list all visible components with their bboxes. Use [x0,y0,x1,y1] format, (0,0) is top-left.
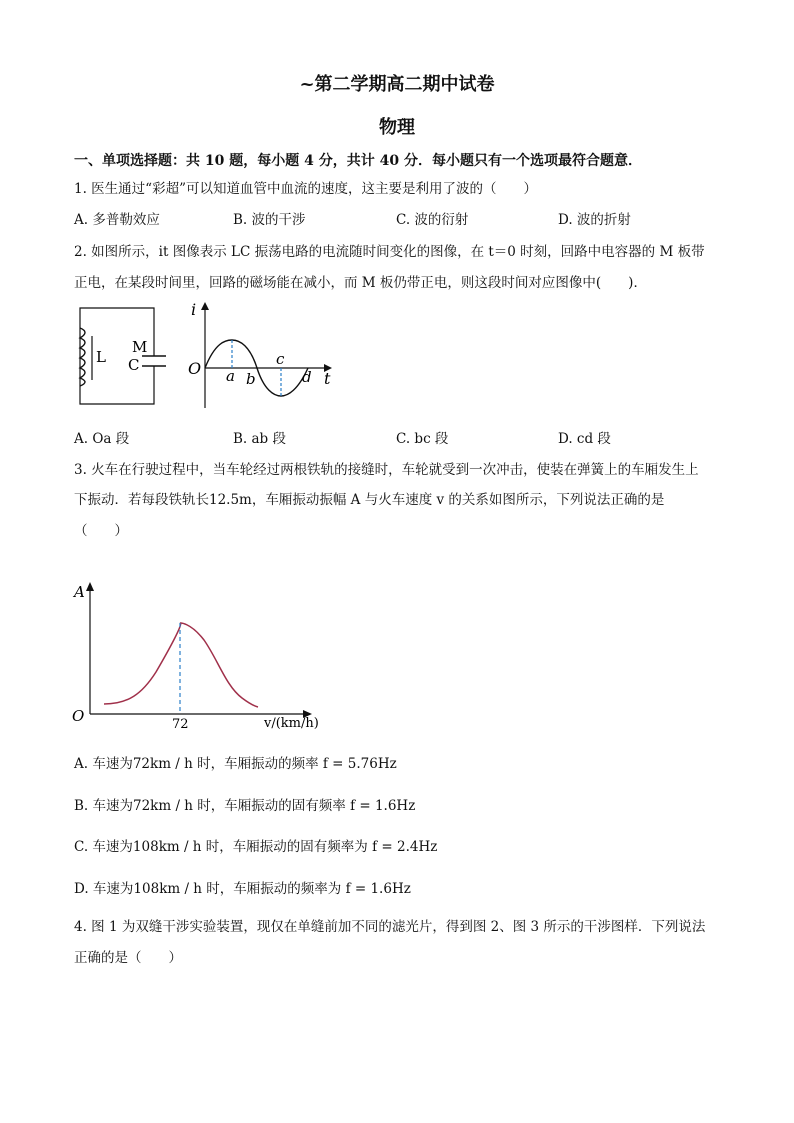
a-axis-label: A [74,583,85,601]
a-axis-arrow-icon [86,582,94,591]
q2-stem-line2: 正电，在某段时间里，回路的磁场能在减小，而 M 板仍带正电，则这段时间对应图像中( )． [74,275,647,291]
resonance-curve [104,623,258,707]
q2-stem-line1: 2. 如图所示，it 图像表示 LC 振荡电路的电流随时间变化的图像，在 t＝0 时刻，回路中电容器的 M 板带 [74,244,705,260]
q4-stem-line1: 4. 图 1 为双缝干涉实验装置，现仅在单缝前加不同的滤光片，得到图 2、图 3 所示的干涉图样．下列说法 [74,919,706,935]
exam-title: ~第二学期高二期中试卷 [299,74,495,95]
q2-option-d: D. cd 段 [558,431,611,447]
section-heading: 一、单项选择题：共 10 题，每小题 4 分，共计 40 分．每小题只有一个选项最符合题意． [74,153,642,169]
q3-option-d: D. 车速为108km / h 时，车厢振动的频率为 f = 1.6Hz [74,881,411,897]
origin-label: O [72,707,85,725]
inductor-label: L [96,348,106,366]
v-axis-label: v/(km/h) [264,716,319,731]
q3-stem-line2: 下振动．若每段铁轨长12.5m，车厢振动振幅 A 与火车速度 v 的关系如图所示，下列说法正确的是 [74,492,665,508]
q2-option-b: B. ab 段 [233,431,286,447]
q3-stem-line1: 3. 火车在行驶过程中，当车轮经过两根铁轨的接缝时，车轮就受到一次冲击，使装在弹簧上的车厢发生上 [74,462,699,478]
subject-title: 物理 [379,117,415,138]
q1-option-d: D. 波的折射 [558,212,631,228]
q2-option-c: C. bc 段 [396,431,449,447]
plate-m-label: M [132,338,148,356]
q4-stem-line2: 正确的是（ ） [74,950,182,966]
point-c-label: c [276,350,285,368]
q1-stem: 1. 医生通过“彩超”可以知道血管中血流的速度，这主要是利用了波的（ ） [74,181,537,197]
q3-option-c: C. 车速为108km / h 时，车厢振动的固有频率为 f = 2.4Hz [74,839,438,855]
point-b-label: b [246,370,256,388]
i-t-graph [180,298,340,412]
point-d-label: d [302,368,312,386]
q1-option-b: B. 波的干涉 [233,212,306,228]
q2-option-a: A. Oa 段 [74,431,130,447]
point-a-label: a [226,367,235,385]
q1-option-a: A. 多普勒效应 [74,212,160,228]
i-axis-label: i [191,300,197,319]
q3-stem-line3: （ ） [74,523,128,539]
amplitude-speed-graph [66,576,336,734]
inductor-coil [80,328,85,386]
origin-label: O [188,359,202,378]
capacitor-label: C [128,356,140,374]
t-axis-label: t [324,369,331,388]
q1-option-c: C. 波的衍射 [396,212,469,228]
peak-tick-label: 72 [172,717,189,732]
q3-option-b: B. 车速为72km / h 时，车厢振动的固有频率 f = 1.6Hz [74,798,416,814]
lc-circuit-diagram [70,300,170,410]
i-axis-arrow-icon [201,302,209,310]
q3-option-a: A. 车速为72km / h 时，车厢振动的频率 f = 5.76Hz [74,756,397,772]
